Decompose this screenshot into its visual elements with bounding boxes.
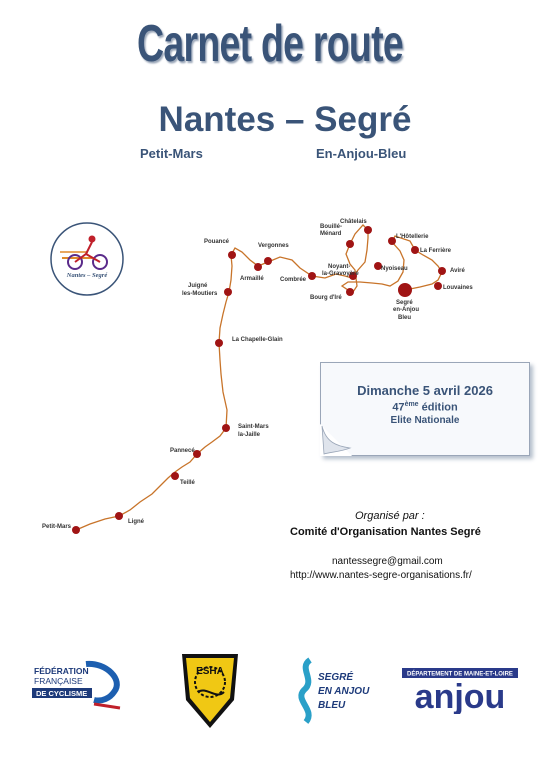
svg-text:FRANÇAISE: FRANÇAISE bbox=[34, 676, 83, 686]
ffc-logo bbox=[28, 660, 128, 710]
marker-avire bbox=[438, 267, 446, 275]
marker-segre bbox=[398, 283, 412, 297]
marker-petit-mars bbox=[72, 526, 80, 534]
marker-bouille bbox=[346, 240, 354, 248]
marker-combree bbox=[308, 272, 316, 280]
event-edition: 47ème édition bbox=[392, 401, 458, 414]
svg-text:DE CYCLISME: DE CYCLISME bbox=[36, 689, 88, 698]
town-label: Aviré bbox=[450, 268, 465, 274]
svg-text:BLEU: BLEU bbox=[318, 700, 346, 711]
town-label: la-Gravoyère bbox=[322, 271, 359, 277]
town-label: Bourg d'Iré bbox=[310, 295, 342, 301]
town-label: Segré bbox=[396, 300, 413, 306]
town-label: Ligné bbox=[128, 519, 144, 525]
town-label: Petit-Mars bbox=[42, 524, 72, 530]
end-label: En-Anjou-Bleu bbox=[316, 146, 407, 161]
town-label: Combrée bbox=[280, 277, 307, 283]
marker-ferriere bbox=[411, 246, 419, 254]
marker-saint-mars bbox=[222, 424, 230, 432]
town-label: Bouillé- bbox=[320, 224, 342, 230]
page-curl-icon bbox=[320, 424, 352, 456]
town-label: Pannecé bbox=[170, 448, 195, 454]
marker-louvaines bbox=[434, 282, 442, 290]
marker-armaille bbox=[254, 263, 262, 271]
town-label: Teillé bbox=[180, 480, 195, 486]
town-label: Ménard bbox=[320, 231, 342, 237]
town-label: L'Hôtellerie bbox=[396, 234, 429, 240]
town-label: en-Anjou bbox=[393, 307, 419, 313]
organizer-url[interactable]: http://www.nantes-segre-organisations.fr/ bbox=[290, 570, 472, 581]
event-category: Elite Nationale bbox=[390, 415, 460, 426]
town-label: Armaillé bbox=[240, 276, 264, 282]
marker-ligne bbox=[115, 512, 123, 520]
town-label: Noyant- bbox=[328, 264, 351, 270]
marker-pouance bbox=[228, 251, 236, 259]
event-badge bbox=[51, 223, 123, 295]
anjou-logo bbox=[402, 668, 518, 714]
organized-by-label: Organisé par : bbox=[355, 510, 425, 522]
town-label: La Ferrière bbox=[420, 248, 452, 254]
svg-text:SEGRÉ: SEGRÉ bbox=[318, 672, 354, 683]
town-label: Saint-Mars bbox=[238, 424, 269, 430]
svg-text:ESHA: ESHA bbox=[196, 666, 224, 677]
svg-text:DÉPARTEMENT DE MAINE-ET-LOIRE: DÉPARTEMENT DE MAINE-ET-LOIRE bbox=[407, 671, 513, 678]
organizer-email[interactable]: nantessegre@gmail.com bbox=[332, 556, 443, 567]
town-label: Châtelais bbox=[340, 219, 367, 225]
marker-hotellerie bbox=[388, 237, 396, 245]
town-label: la-Jaille bbox=[238, 432, 261, 438]
marker-chapelle-glain bbox=[215, 339, 223, 347]
town-label: Louvaines bbox=[443, 285, 473, 291]
town-label: Vergonnes bbox=[258, 243, 289, 249]
event-date: Dimanche 5 avril 2026 bbox=[357, 383, 493, 398]
svg-text:EN ANJOU: EN ANJOU bbox=[318, 686, 370, 697]
marker-bourg-dire bbox=[346, 288, 354, 296]
town-label: La Chapelle-Glain bbox=[232, 337, 283, 343]
town-label: Bleu bbox=[398, 315, 412, 321]
marker-chatelais bbox=[364, 226, 372, 234]
badge-text: Nantes – Segré bbox=[66, 272, 108, 279]
svg-text:anjou: anjou bbox=[414, 678, 506, 714]
town-label: Nyoiseau bbox=[381, 266, 408, 272]
start-label: Petit-Mars bbox=[140, 146, 203, 161]
town-label: les-Moutiers bbox=[182, 291, 218, 297]
organizer-name: Comité d'Organisation Nantes Segré bbox=[290, 526, 481, 538]
marker-vergonnes bbox=[264, 257, 272, 265]
marker-teille bbox=[171, 472, 179, 480]
route-title: Nantes – Segré bbox=[158, 100, 412, 139]
town-label: Juigné bbox=[188, 283, 208, 289]
town-label: Pouancé bbox=[204, 239, 230, 245]
marker-juigne bbox=[224, 288, 232, 296]
club-logo bbox=[178, 648, 242, 732]
page-title: Carnet de route bbox=[137, 15, 403, 73]
segre-logo bbox=[290, 654, 370, 728]
svg-text:FÉDÉRATION: FÉDÉRATION bbox=[34, 666, 89, 676]
